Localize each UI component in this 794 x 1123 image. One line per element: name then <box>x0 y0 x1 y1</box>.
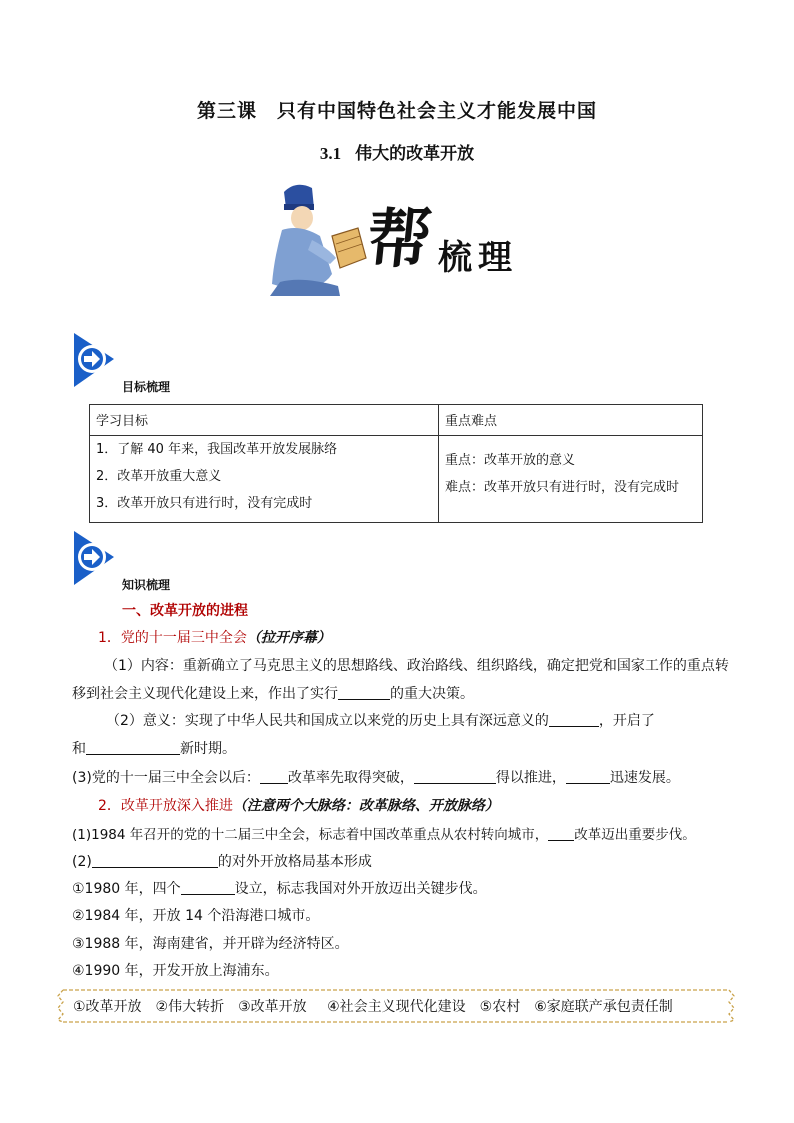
goal-item: 2．改革开放重大意义 <box>96 469 222 484</box>
fill-blank <box>86 740 180 755</box>
answer-key-text: ①改革开放 ②伟大转折 ③改革开放 ④社会主义现代化建设 ⑤农村 ⑥家庭联产承包责任制 <box>73 999 673 1015</box>
heading-text: 1．党的十一届三中全会 <box>98 630 247 646</box>
keypoints-cell <box>439 436 703 523</box>
goals-cell <box>90 436 439 523</box>
goals-table <box>89 404 703 523</box>
heading-deepen-reform <box>98 796 499 816</box>
paragraph <box>72 739 236 759</box>
fill-blank <box>566 769 610 784</box>
text: 改革迈出重要步伐。 <box>574 827 696 843</box>
text: 改革率先取得突破， <box>287 770 414 786</box>
text: 的重大决策。 <box>390 686 474 702</box>
difficult-point: 难点：改革开放只有进行时，没有完成时 <box>445 480 680 495</box>
arrow-right-circle-icon <box>70 527 118 587</box>
heading-third-plenum <box>98 628 331 648</box>
paragraph <box>72 825 696 845</box>
paragraph: （1）内容：重新确立了马克思主义的思想路线、政治路线、组织路线，确定把党和国家工作的重点转 <box>104 658 729 674</box>
text: (2) <box>72 854 92 870</box>
text: (1)1984 年召开的党的十二届三中全会，标志着中国改革重点从农村转向城市， <box>72 827 549 843</box>
fill-blank <box>338 685 390 700</box>
list-item: ②1984 年，开放 14 个沿海港口城市。 <box>72 908 320 924</box>
text: 设立，标志我国对外开放迈出关键步伐。 <box>234 881 487 897</box>
section-number: 3.1 <box>319 144 342 163</box>
fill-blank <box>549 712 599 727</box>
fill-blank <box>260 769 288 784</box>
lesson-title: 第三课 只有中国特色社会主义才能发展中国 <box>196 100 597 122</box>
heading-note: （注意两个大脉络：改革脉络、开放脉络） <box>232 798 499 814</box>
heading-reform-process: 一、改革开放的进程 <box>122 603 248 619</box>
goals-section-label: 目标梳理 <box>122 380 171 394</box>
hero-chars: 梳理 <box>438 238 518 278</box>
text: 和 <box>72 741 86 757</box>
key-point: 重点：改革开放的意义 <box>445 453 576 468</box>
list-item <box>72 879 487 899</box>
text: 迅速发展。 <box>609 770 680 786</box>
goal-item: 3．改革开放只有进行时，没有完成时 <box>96 496 313 511</box>
fill-blank <box>414 769 496 784</box>
text: 新时期。 <box>180 741 236 757</box>
text: (3)党的十一届三中全会以后： <box>72 770 260 786</box>
text: 得以推进， <box>495 770 566 786</box>
heading-note: （拉开序幕） <box>246 630 331 646</box>
text: ，开启了 <box>598 713 655 729</box>
heading-text: 2．改革开放深入推进 <box>98 798 233 814</box>
section-name: 伟大的改革开放 <box>355 144 475 164</box>
keypoints-header: 重点难点 <box>439 405 703 436</box>
fill-blank <box>548 826 574 841</box>
text: 的对外开放格局基本形成 <box>217 854 372 870</box>
text: ①1980 年，四个 <box>72 881 181 897</box>
paragraph <box>106 711 655 731</box>
hero-big-char: 帮 <box>363 202 436 277</box>
list-item: ③1988 年，海南建省，并开辟为经济特区。 <box>72 936 349 952</box>
scholar-illustration <box>262 178 372 298</box>
goal-item: 1．了解 40 年来，我国改革开放发展脉络 <box>96 442 338 457</box>
arrow-right-circle-icon <box>70 329 118 389</box>
knowledge-section-label: 知识梳理 <box>122 578 171 592</box>
paragraph <box>72 684 474 704</box>
fill-blank <box>181 880 235 895</box>
hero-banner <box>262 178 552 298</box>
text: （2）意义：实现了中华人民共和国成立以来党的历史上具有深远意义的 <box>106 713 549 729</box>
fill-blank <box>92 853 218 868</box>
goals-header: 学习目标 <box>90 405 439 436</box>
text: 移到社会主义现代化建设上来，作出了实行 <box>72 686 338 702</box>
paragraph <box>72 768 680 788</box>
section-title <box>0 139 794 164</box>
paragraph <box>72 852 372 872</box>
list-item: ④1990 年，开发开放上海浦东。 <box>72 963 279 979</box>
answer-key-box <box>57 987 735 1025</box>
